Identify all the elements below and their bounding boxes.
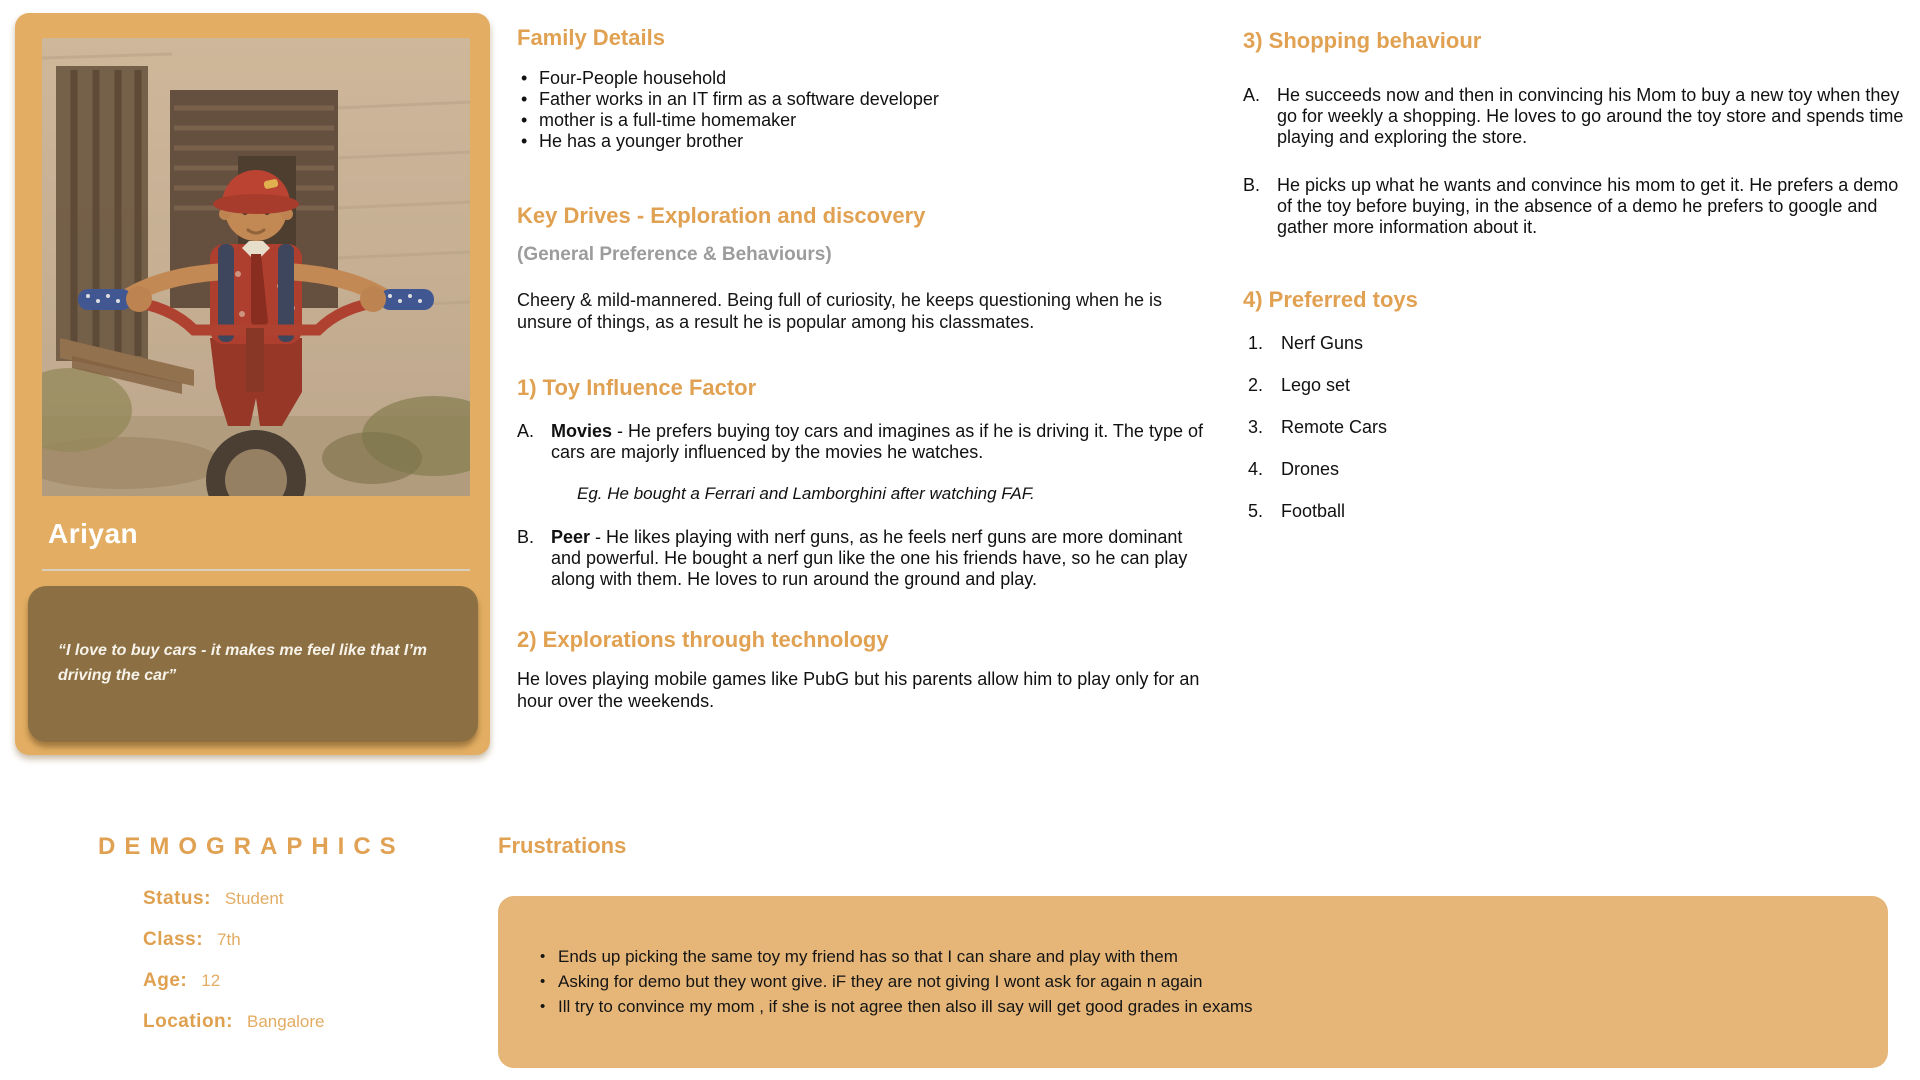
preferred-toys-heading: 4) Preferred toys <box>1243 287 1418 312</box>
frustrations-box <box>498 896 1888 1068</box>
demographic-row <box>143 969 405 992</box>
explorations-heading: 2) Explorations through technology <box>517 627 889 652</box>
family-details-list <box>517 68 1212 152</box>
demographic-row <box>143 928 405 951</box>
frustration-item: • Ends up picking the same toy my friend has so that I can share and play with them <box>536 944 1858 969</box>
card-divider <box>42 569 470 571</box>
list-marker: A. <box>1243 85 1261 105</box>
key-drives-heading: Key Drives - Exploration and discovery <box>517 203 926 228</box>
preferred-toy-label: Drones <box>1281 459 1340 479</box>
family-item: • Four-People household <box>517 68 1212 89</box>
demographics-rows <box>143 887 405 1033</box>
demographics-heading: DEMOGRAPHICS <box>98 833 405 860</box>
persona-quote: “I love to buy cars - it makes me feel like that I’m driving the car” <box>58 642 428 684</box>
demographic-value: 7th <box>217 930 241 949</box>
demographic-label: Class: <box>143 929 204 950</box>
demographic-label: Status: <box>143 888 211 909</box>
persona-card <box>15 13 490 755</box>
family-item: • He has a younger brother <box>517 131 1212 152</box>
persona-photo <box>42 38 470 496</box>
demographics-section <box>98 833 405 1051</box>
list-marker: A. <box>517 421 535 441</box>
family-item: • mother is a full-time homemaker <box>517 110 1212 131</box>
family-details-heading: Family Details <box>517 25 665 50</box>
toy-influence-text-a <box>551 421 1212 463</box>
toy-influence-item-a <box>517 421 1212 463</box>
preferred-toy <box>1243 374 1915 396</box>
list-number: 3. <box>1248 417 1264 437</box>
toy-influence-lead-a: Movies <box>551 421 613 441</box>
list-number: 2. <box>1248 375 1264 395</box>
shopping-item-a <box>1243 85 1915 148</box>
demographic-value: Bangalore <box>247 1012 325 1031</box>
shopping-text-a: He succeeds now and then in convincing his Mom to buy a new toy when they go for weekly a shopping. He loves to go around the toy store and spends time playing and exploring the store. <box>1277 85 1904 147</box>
demographic-row <box>143 887 405 910</box>
demographic-label: Age: <box>143 970 188 991</box>
preferred-toy-label: Nerf Guns <box>1281 333 1364 353</box>
toy-influence-body-b: - He likes playing with nerf guns, as he feels nerf guns are more dominant and powerful. He bought a nerf gun like the one his friends have, so he can play along with them. He loves to run around the ground and play. <box>551 527 1188 589</box>
frustrations-list <box>536 944 1858 1019</box>
demographic-value: 12 <box>201 971 221 990</box>
toy-influence-heading: 1) Toy Influence Factor <box>517 375 757 400</box>
key-drives-description: Cheery & mild-mannered. Being full of curiosity, he keeps questioning when he is unsure of things, as a result he is popular among his classmates. <box>517 290 1163 332</box>
toy-influence-example: Eg. He bought a Ferrari and Lamborghini after watching FAF. <box>577 484 1035 503</box>
shopping-item-b <box>1243 175 1915 238</box>
frustrations-section <box>498 833 1890 1068</box>
quote-box <box>28 586 478 742</box>
frustration-item: • Ill try to convince my mom , if she is not agree then also ill say will get good grades in exams <box>536 994 1858 1019</box>
key-drives-subheading: (General Preference & Behaviours) <box>517 244 832 265</box>
shopping-heading: 3) Shopping behaviour <box>1243 28 1482 53</box>
details-column <box>517 25 1212 712</box>
toy-influence-lead-b: Peer <box>551 527 591 547</box>
preferred-toy <box>1243 416 1915 438</box>
toy-influence-text-b <box>551 527 1212 590</box>
behaviour-column <box>1243 28 1915 542</box>
frustrations-heading: Frustrations <box>498 833 627 858</box>
preferred-toy-label: Remote Cars <box>1281 417 1388 437</box>
list-number: 4. <box>1248 459 1264 479</box>
list-marker: B. <box>1243 175 1261 195</box>
demographic-row <box>143 1010 405 1033</box>
preferred-toys-list <box>1243 332 1915 522</box>
persona-name: Ariyan <box>48 518 139 549</box>
boy-on-bicycle-illustration <box>42 38 470 496</box>
preferred-toy-label: Football <box>1281 501 1346 521</box>
demographic-label: Location: <box>143 1011 233 1032</box>
toy-influence-body-a: - He prefers buying toy cars and imagines as if he is driving it. The type of cars are majorly influenced by the movies he watches. <box>551 421 1203 462</box>
list-marker: B. <box>517 527 535 547</box>
list-number: 5. <box>1248 501 1264 521</box>
explorations-text: He loves playing mobile games like PubG but his parents allow him to play only for an hour over the weekends. <box>517 669 1200 711</box>
preferred-toy <box>1243 458 1915 480</box>
shopping-text-b: He picks up what he wants and convince his mom to get it. He prefers a demo of the toy before buying, in the absence of a demo he prefers to google and gather more information about it. <box>1277 175 1899 237</box>
frustration-item: • Asking for demo but they wont give. iF they are not giving I wont ask for again n again <box>536 969 1858 994</box>
list-number: 1. <box>1248 333 1264 353</box>
demographic-value: Student <box>224 889 284 908</box>
family-item: • Father works in an IT firm as a software developer <box>517 89 1212 110</box>
preferred-toy <box>1243 500 1915 522</box>
toy-influence-item-b <box>517 527 1212 590</box>
preferred-toy-label: Lego set <box>1281 375 1351 395</box>
preferred-toy <box>1243 332 1915 354</box>
